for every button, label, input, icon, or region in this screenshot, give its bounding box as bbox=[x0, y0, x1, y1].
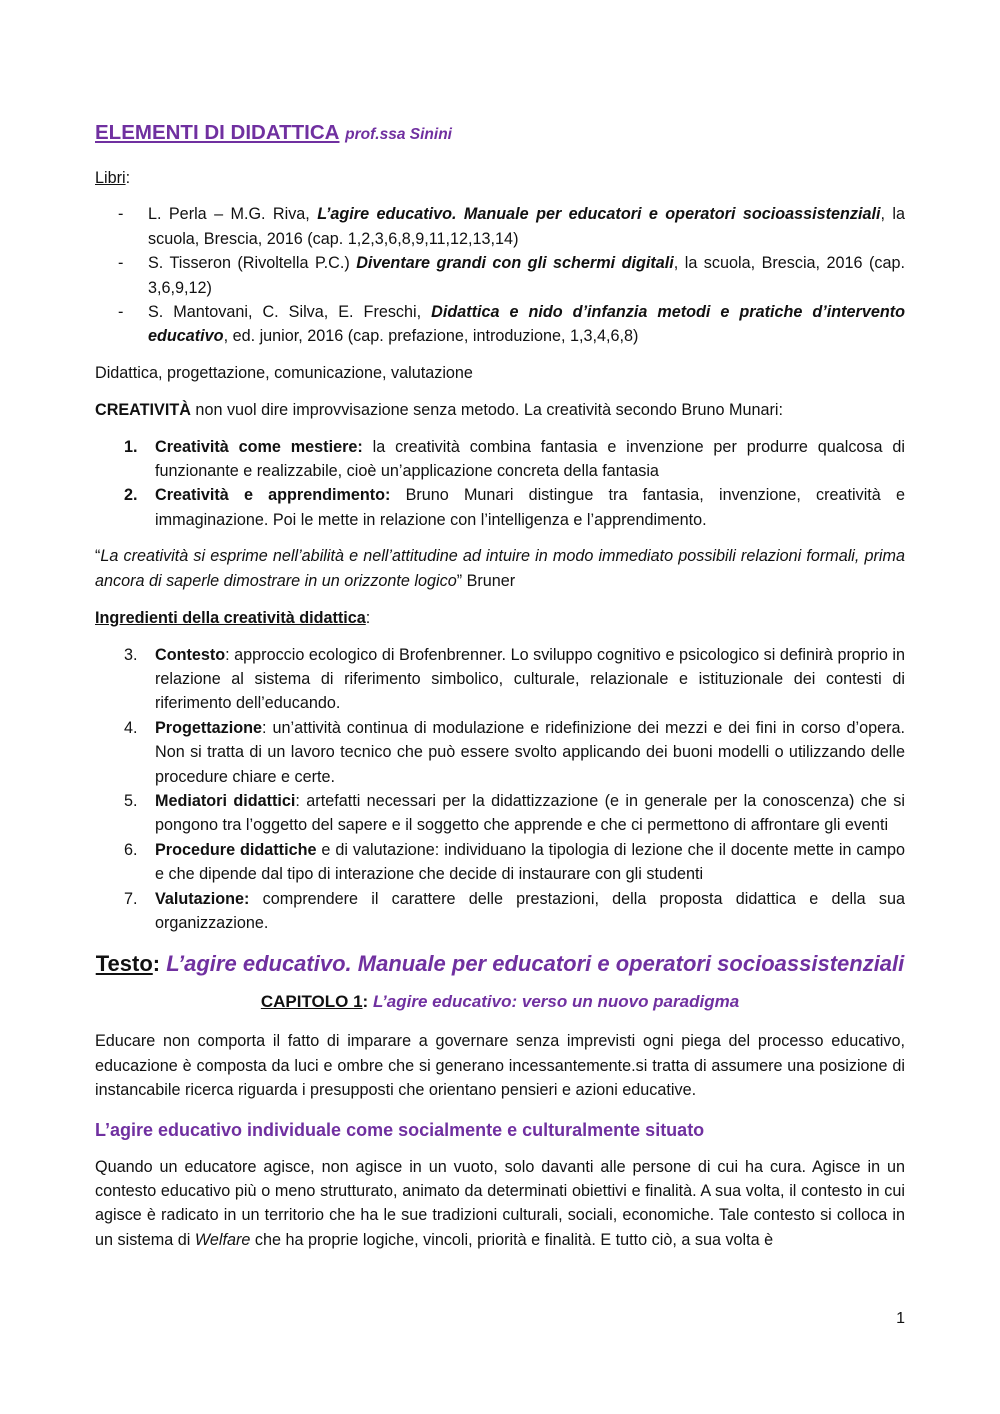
ingredients-list bbox=[95, 643, 905, 936]
books-list bbox=[95, 202, 905, 348]
document-title-line bbox=[95, 118, 905, 150]
creativity-item: 1. Creatività come mestiere: la creatività combina fantasia e invenzione per produrre qualcosa di funzionante e realizzabile, cioè un’applicazione concreta della fantasia bbox=[124, 437, 905, 481]
book-item: - L. Perla – M.G. Riva, L’agire educativo. Manuale per educatori e operatori socioassistenziali, la scuola, Brescia, 2016 (cap. 1,2,3,6,8,9,11,12,13,14) bbox=[118, 205, 905, 248]
chapter-heading: CAPITOLO 1: L’agire educativo: verso un nuovo paradigma bbox=[260, 992, 740, 1012]
creativity-intro: CREATIVITÀ non vuol dire improvvisazione senza metodo. La creatività secondo Bruno Munari: bbox=[95, 401, 783, 420]
topics-line: Didattica, progettazione, comunicazione, valutazione bbox=[95, 363, 473, 382]
creativity-list bbox=[95, 435, 905, 533]
book-title: L’agire educativo. Manuale per educatori e operatori socioassistenziali bbox=[317, 205, 881, 224]
ingredients-label: Ingredienti della creatività didattica bbox=[95, 609, 366, 628]
creativity-item: 2. Creatività e apprendimento: Bruno Munari distingue tra fantasia, invenzione, creatività e immaginazione. Poi le mette in relazione con l’intelligenza e l’apprendimento. bbox=[124, 486, 905, 529]
book-title: Didattica e nido d’infanzia metodi e pratiche d’intervento educativo bbox=[148, 303, 906, 346]
section-paragraph: Quando un educatore agisce, non agisce in un vuoto, solo davanti alle persone di cui ha cura. Agisce in un contesto educativo più o meno strutturato, animato da determinati obiettivi e finalità. A sua volta, il contesto in cui agisce è radicato in un territorio che ha le sue tradizioni culturali, sociali, economiche. Tale contesto si colloca in un sistema di Welfare che ha proprie logiche, vincoli, priorità e finalità. E tutto ciò, a sua volta è bbox=[95, 1157, 905, 1249]
ingredient-item: 5. Mediatori didattici: artefatti necessari per la didattizzazione (e in generale per la conoscenza) che si pongono tra l’oggetto del sapere e il soggetto che apprende e che ci permettono di affrontare gli eventi bbox=[124, 791, 905, 835]
ingredient-item: 4. Progettazione: un’attività continua di modulazione e ridefinizione dei mezzi e dei fini in corso d’opera. Non si tratta di un lavoro tecnico che può essere svolto applicando dei buoni modelli o utilizzando delle procedure chiare e certe. bbox=[124, 718, 905, 786]
section-heading: L’agire educativo individuale come socialmente e culturalmente situato bbox=[95, 1119, 705, 1140]
book-item: - S. Mantovani, C. Silva, E. Freschi, Didattica e nido d’infanzia metodi e pratiche d’intervento educativo, ed. junior, 2016 (cap. prefazione, introduzione, 1,3,4,6,8) bbox=[118, 303, 906, 346]
book-title: Diventare grandi con gli schermi digitali bbox=[356, 254, 674, 273]
page-content bbox=[95, 118, 905, 1252]
text-heading: Testo: L’agire educativo. Manuale per educatori e operatori socioassistenziali bbox=[95, 951, 905, 977]
bruner-quote: “La creatività si esprime nell’abilità e nell’attitudine ad intuire in modo immediato possibili relazioni formali, prima ancora di saperle dimostrare in un orizzonte logico” Bruner bbox=[95, 547, 905, 590]
page-number: 1 bbox=[896, 1310, 905, 1327]
book-item: - S. Tisseron (Rivoltella P.C.) Diventare grandi con gli schermi digitali, la scuola, Brescia, 2016 (cap. 3,6,9,12) bbox=[118, 254, 905, 297]
books-label-line: Libri: bbox=[95, 169, 131, 187]
professor-name: prof.ssa Sinini bbox=[345, 126, 452, 143]
document-title: ELEMENTI DI DIDATTICA bbox=[95, 121, 340, 144]
books-label: Libri bbox=[95, 169, 126, 187]
ingredients-label-line: Ingredienti della creatività didattica: bbox=[95, 609, 371, 628]
chapter-intro-paragraph: Educare non comporta il fatto di imparare a governare senza imprevisti ogni piega del processo educativo, educazione è composta da luci e ombre che si generano incessantemente.si tratta di assumere una posizione di instancabile ricerca riguarda i presupposti che orientano pensieri e azioni educative. bbox=[95, 1032, 905, 1100]
ingredient-item: 3. Contesto: approccio ecologico di Brofenbrenner. Lo sviluppo cognitivo e psicologico si definirà proprio in relazione al sistema di riferimento simbolico, culturale, relazionale e istituzionale dei contesti di riferimento dell’educando. bbox=[124, 645, 905, 713]
ingredient-item: 6. Procedure didattiche e di valutazione: individuano la tipologia di lezione che il docente mette in campo e che dipende dal tipo di interazione che decide di instaurare con gli studenti bbox=[124, 840, 905, 884]
creativity-keyword: CREATIVITÀ bbox=[95, 401, 191, 420]
ingredient-item: 7. Valutazione: comprendere il carattere delle prestazioni, della proposta didattica e della sua organizzazione. bbox=[124, 889, 905, 932]
